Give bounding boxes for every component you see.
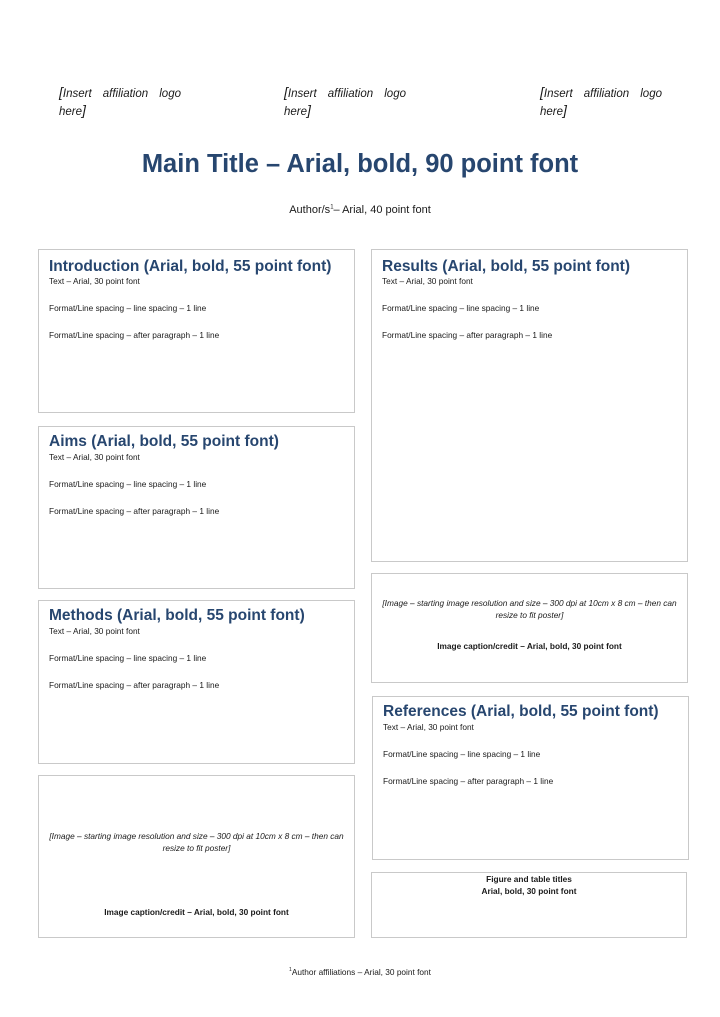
footnote-superscript: 1: [289, 967, 292, 974]
references-section: [372, 696, 689, 860]
image-caption-right: Image caption/credit – Arial, bold, 30 point font: [437, 641, 622, 651]
references-text-1: Text – Arial, 30 point font: [383, 722, 474, 732]
affiliation-logo-placeholder-3: [Insert affiliation logo here]: [540, 84, 662, 118]
aims-text-3: Format/Line spacing – after paragraph – 1 line: [49, 506, 220, 516]
references-text-3: Format/Line spacing – after paragraph – 1 line: [383, 776, 554, 786]
introduction-section: [38, 249, 355, 413]
introduction-text-2: Format/Line spacing – line spacing – 1 line: [49, 303, 207, 313]
methods-text-1: Text – Arial, 30 point font: [49, 626, 140, 636]
methods-section: [38, 600, 355, 764]
results-heading: Results (Arial, bold, 55 point font): [382, 258, 630, 275]
image-placeholder-right: [371, 573, 688, 683]
authors-superscript: 1: [330, 204, 334, 211]
results-section: [371, 249, 688, 562]
methods-text-3: Format/Line spacing – after paragraph – 1 line: [49, 680, 220, 690]
aims-text-2: Format/Line spacing – line spacing – 1 line: [49, 479, 207, 489]
introduction-text-3: Format/Line spacing – after paragraph – 1 line: [49, 330, 220, 340]
image-placeholder-left: [38, 775, 355, 938]
figure-titles-line-1: Figure and table titles: [486, 874, 572, 884]
introduction-text-1: Text – Arial, 30 point font: [49, 276, 140, 286]
references-text-2: Format/Line spacing – line spacing – 1 line: [383, 749, 541, 759]
footnote-text: Author affiliations – Arial, 30 point font: [291, 967, 431, 977]
aims-heading: Aims (Arial, bold, 55 point font): [49, 433, 279, 450]
methods-heading: Methods (Arial, bold, 55 point font): [49, 607, 305, 624]
affiliation-logo-placeholder-1: [Insert affiliation logo here]: [59, 84, 181, 118]
figure-titles-box: [371, 872, 687, 938]
figure-titles-line-2: Arial, bold, 30 point font: [481, 886, 577, 896]
results-text-1: Text – Arial, 30 point font: [382, 276, 473, 286]
aims-text-1: Text – Arial, 30 point font: [49, 452, 140, 462]
affiliation-logo-placeholder-2: [Insert affiliation logo here]: [284, 84, 406, 118]
main-title: Main Title – Arial, bold, 90 point font: [141, 150, 579, 178]
results-text-3: Format/Line spacing – after paragraph – 1 line: [382, 330, 553, 340]
authors-suffix: – Arial, 40 point font: [333, 204, 431, 216]
references-heading: References (Arial, bold, 55 point font): [383, 703, 659, 720]
image-placeholder-text-right: [Image – starting image resolution and size – 300 dpi at 10cm x 8 cm – then can resize to fit poster]: [382, 598, 677, 620]
authors-line: [0, 204, 720, 216]
image-placeholder-text-left: [Image – starting image resolution and size – 300 dpi at 10cm x 8 cm – then can resize to fit poster]: [49, 831, 344, 853]
introduction-heading: Introduction (Arial, bold, 55 point font): [49, 258, 332, 275]
authors-name: Author/s: [289, 204, 331, 216]
image-caption-left: Image caption/credit – Arial, bold, 30 point font: [104, 907, 289, 917]
results-text-2: Format/Line spacing – line spacing – 1 line: [382, 303, 540, 313]
methods-text-2: Format/Line spacing – line spacing – 1 line: [49, 653, 207, 663]
author-affiliations-footnote: [0, 967, 720, 977]
aims-section: [38, 426, 355, 589]
